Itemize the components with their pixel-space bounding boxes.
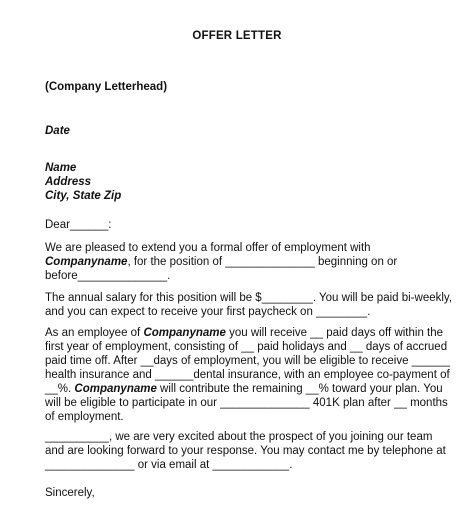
paragraph-text: As an employee of: [45, 327, 144, 339]
paragraph-line: first year of employment, consisting of __ paid holidays and __ days of accrued: [45, 341, 448, 353]
company-name: Companyname: [45, 256, 128, 268]
paragraph-line: of employment.: [45, 411, 124, 423]
document-title: OFFER LETTER: [192, 30, 282, 42]
paragraph-text: , for the position of ______________ beginning on or: [127, 256, 398, 268]
paragraph-line: [45, 255, 397, 269]
recipient-city-state-zip: City, State Zip: [45, 190, 122, 202]
salutation: Dear______:: [45, 219, 112, 231]
recipient-address: Address: [45, 176, 92, 188]
paragraph-line: __________, we are very excited about the prospect of you joining our team: [45, 431, 433, 443]
company-name: Companyname: [143, 327, 226, 339]
paragraph-text: __%.: [45, 383, 75, 395]
paragraph-line: [45, 326, 443, 340]
paragraph-line: The annual salary for this position will be $________. You will be paid bi-weekly,: [45, 292, 453, 304]
company-name: Companyname: [74, 383, 157, 395]
closing: Sincerely,: [45, 487, 95, 499]
paragraph-line: and you can expect to receive your first paycheck on ________.: [45, 306, 371, 318]
paragraph-line: will be eligible to participate in our ______________ 401K plan after __ months: [45, 397, 448, 409]
paragraph-line: health insurance and ______dental insurance, with an employee co-payment of: [45, 369, 450, 381]
paragraph-line: ______________ or via email at ____________.: [45, 459, 293, 471]
company-letterhead: (Company Letterhead): [45, 81, 168, 93]
paragraph-line: paid time off. After __days of employment, you will be eligible to receive ______: [45, 355, 451, 367]
paragraph-line: and are looking forward to your response. You may contact me by telephone at: [45, 445, 446, 457]
date-label: Date: [45, 125, 70, 137]
recipient-name: Name: [45, 162, 77, 174]
paragraph-text: will contribute the remaining __% toward your plan. You: [156, 383, 443, 395]
paragraph-line: before______________.: [45, 270, 171, 282]
paragraph-line: [45, 382, 443, 396]
paragraph-text: you will receive __ paid days off within the: [225, 327, 444, 339]
paragraph-line: We are pleased to extend you a formal offer of employment with: [45, 242, 371, 254]
